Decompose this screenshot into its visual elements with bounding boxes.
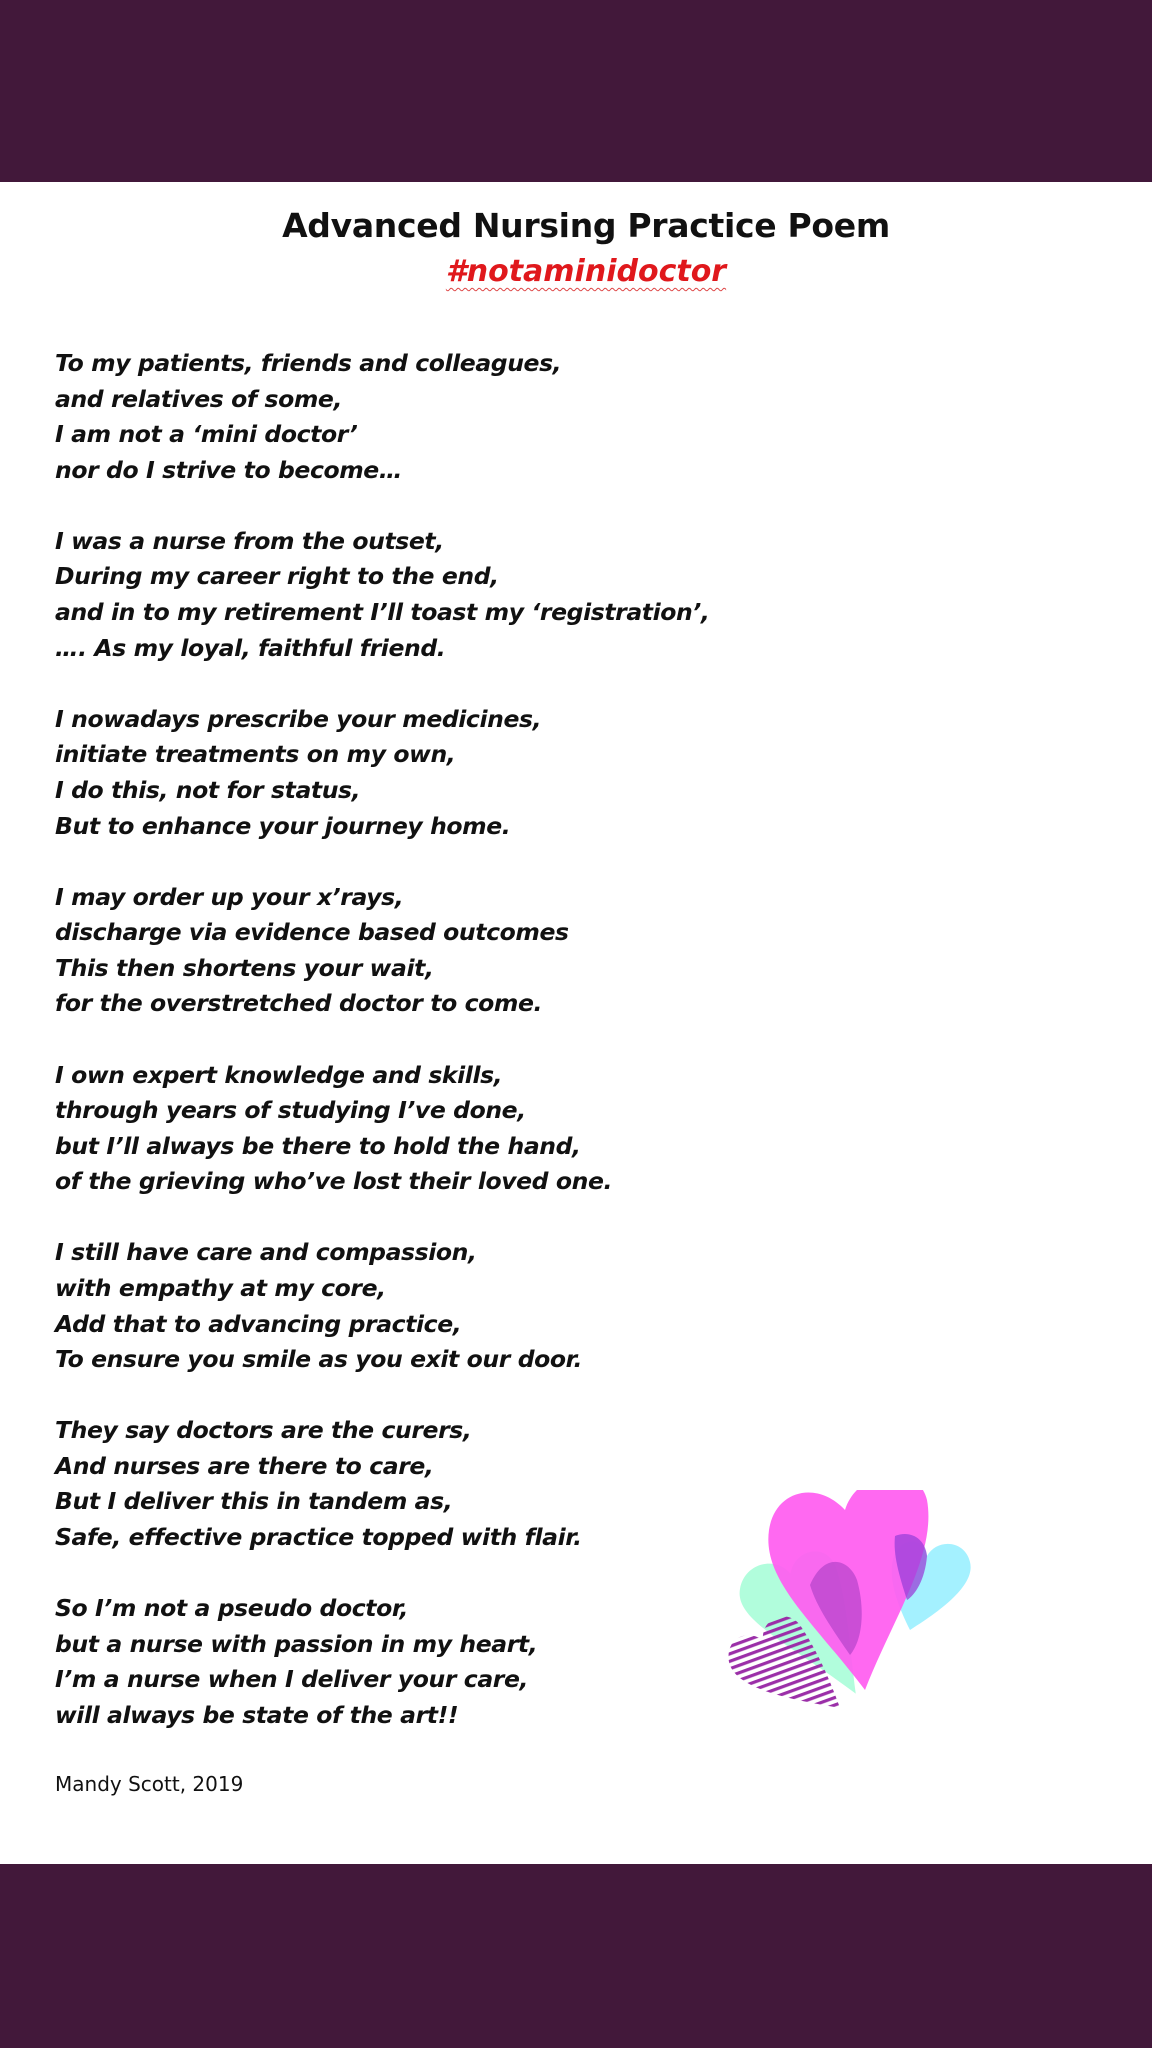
poem-line: To my patients, friends and colleagues, (55, 349, 562, 377)
top-frame-band (0, 0, 1152, 182)
poem-line: and relatives of some, (55, 384, 342, 413)
document-title: Advanced Nursing Practice Poem (282, 206, 890, 245)
poem-line: I am not a ‘mini doctor’ (55, 420, 358, 449)
poem-line: nor do I strive to become… (55, 455, 402, 484)
poem-line: I’m a nurse when I deliver your care, (55, 1665, 529, 1694)
bottom-frame-band (0, 1864, 1152, 2048)
author-signature: Mandy Scott, 2019 (55, 1772, 244, 1796)
poem-line: I may order up your x’rays, (55, 882, 404, 911)
poem-stanza (55, 1235, 755, 1377)
poem-line: To ensure you smile as you exit our door. (55, 1345, 582, 1374)
poem-line: But to enhance your journey home. (55, 811, 511, 840)
poem-stanza (55, 346, 755, 488)
poem-line: …. As my loyal, faithful friend. (55, 633, 446, 662)
poem-body (55, 346, 755, 1769)
poem-line: but I’ll always be there to hold the hand, (55, 1131, 581, 1160)
poem-line: I do this, not for status, (55, 775, 361, 804)
poem-line: So I’m not a pseudo doctor, (55, 1594, 409, 1623)
poem-line: Safe, effective practice topped with flair. (55, 1523, 582, 1552)
poem-stanza (55, 702, 755, 844)
poem-line: initiate treatments on my own, (55, 740, 456, 769)
poem-line: but a nurse with passion in my heart, (55, 1629, 538, 1658)
poem-line: But I deliver this in tandem as, (55, 1487, 453, 1516)
poem-line: I nowadays prescribe your medicines, (55, 704, 542, 733)
poem-line: They say doctors are the curers, (55, 1416, 472, 1445)
poem-line: I own expert knowledge and skills, (55, 1060, 503, 1089)
poem-stanza (55, 1591, 755, 1733)
poem-line: And nurses are there to care, (55, 1451, 434, 1480)
poem-line: for the overstretched doctor to come. (55, 989, 543, 1018)
poem-line: I still have care and compassion, (55, 1238, 477, 1267)
poem-line: This then shortens your wait, (55, 953, 434, 982)
poem-stanza (55, 1058, 755, 1200)
poem-line: I was a nurse from the outset, (55, 526, 444, 555)
poem-line: through years of studying I’ve done, (55, 1096, 526, 1125)
poem-line: and in to my retirement I’ll toast my ‘registration’, (55, 598, 710, 627)
poem-stanza (55, 1413, 755, 1555)
poem-stanza (55, 524, 755, 666)
poem-line: with empathy at my core, (55, 1273, 386, 1302)
poem-line: During my career right to the end, (55, 562, 499, 591)
document-page (0, 182, 1152, 1864)
poem-line: of the grieving who’ve lost their loved one. (55, 1167, 613, 1196)
poem-line: Add that to advancing practice, (55, 1309, 462, 1338)
hashtag (0, 254, 1152, 289)
hashtag-text: #notaminidoctor (445, 254, 727, 289)
poem-line: will always be state of the art!! (55, 1700, 459, 1729)
poem-line: discharge via evidence based outcomes (55, 918, 569, 947)
poem-stanza (55, 880, 755, 1022)
hearts-cluster-icon (725, 1490, 985, 1720)
